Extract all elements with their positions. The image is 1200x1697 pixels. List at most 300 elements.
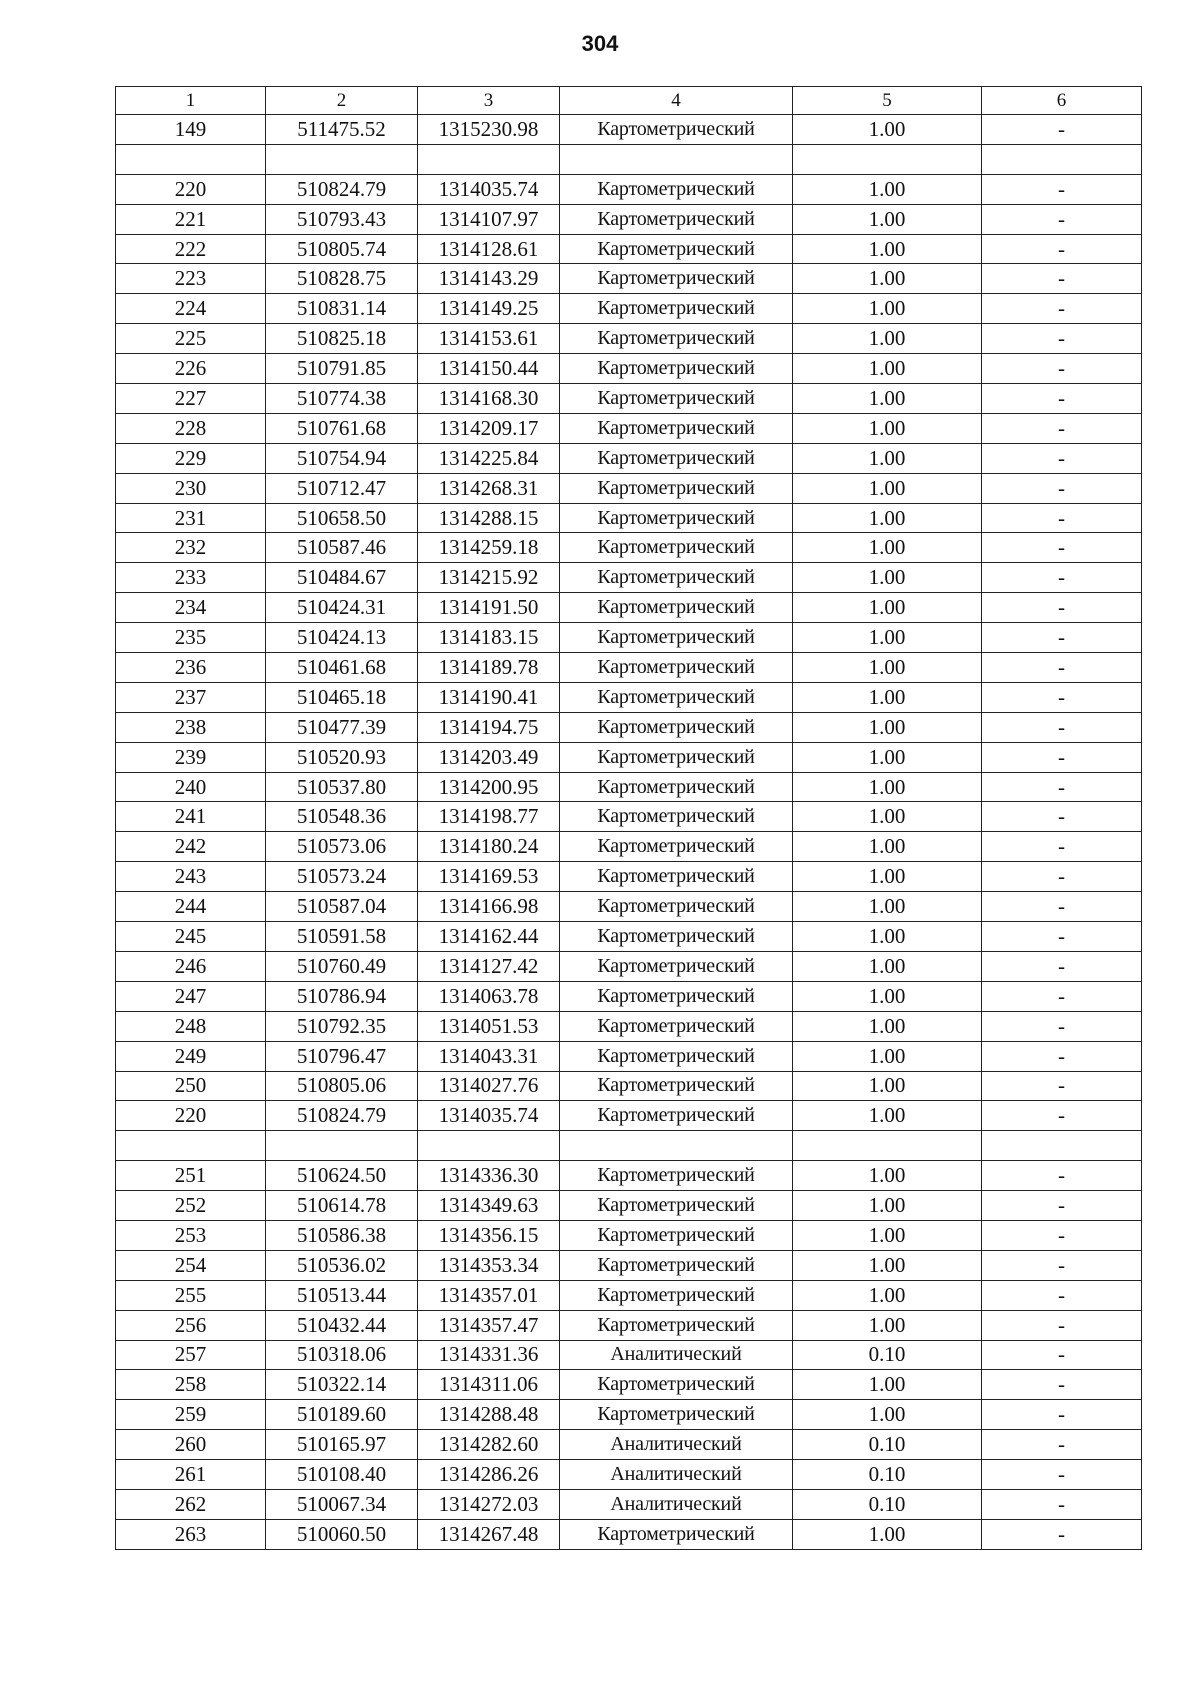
point-number-cell: 228: [116, 413, 266, 443]
point-number-cell: 251: [116, 1161, 266, 1191]
accuracy-cell: 1.00: [793, 682, 982, 712]
y-coordinate-cell: 1314183.15: [418, 623, 560, 653]
point-number-cell: 220: [116, 1101, 266, 1131]
coordinates-table: [115, 86, 1142, 1550]
method-cell: Картометрический: [560, 115, 793, 145]
note-cell: -: [982, 533, 1142, 563]
method-cell: Картометрический: [560, 1370, 793, 1400]
method-cell: [560, 144, 793, 174]
method-cell: Картометрический: [560, 1071, 793, 1101]
table-body: [116, 87, 1142, 1550]
accuracy-cell: 1.00: [793, 922, 982, 952]
accuracy-cell: 1.00: [793, 951, 982, 981]
y-coordinate-cell: 1314357.47: [418, 1310, 560, 1340]
x-coordinate-cell: 510796.47: [266, 1041, 418, 1071]
table-row: [116, 1370, 1142, 1400]
accuracy-cell: 1.00: [793, 1280, 982, 1310]
note-cell: -: [982, 1250, 1142, 1280]
table-row: [116, 1041, 1142, 1071]
x-coordinate-cell: 510712.47: [266, 473, 418, 503]
y-coordinate-cell: 1314311.06: [418, 1370, 560, 1400]
method-cell: Картометрический: [560, 1310, 793, 1340]
method-cell: Картометрический: [560, 1250, 793, 1280]
method-cell: Картометрический: [560, 234, 793, 264]
accuracy-cell: 1.00: [793, 563, 982, 593]
method-cell: Картометрический: [560, 623, 793, 653]
x-coordinate-cell: 510624.50: [266, 1161, 418, 1191]
x-coordinate-cell: 510165.97: [266, 1430, 418, 1460]
accuracy-cell: 1.00: [793, 623, 982, 653]
y-coordinate-cell: 1314166.98: [418, 892, 560, 922]
table-row: [116, 204, 1142, 234]
y-coordinate-cell: 1314143.29: [418, 264, 560, 294]
point-number-cell: 259: [116, 1400, 266, 1430]
note-cell: -: [982, 264, 1142, 294]
method-cell: Картометрический: [560, 802, 793, 832]
accuracy-cell: 1.00: [793, 892, 982, 922]
note-cell: -: [982, 503, 1142, 533]
point-number-cell: 241: [116, 802, 266, 832]
accuracy-cell: 1.00: [793, 533, 982, 563]
method-cell: [560, 1131, 793, 1161]
y-coordinate-cell: 1314267.48: [418, 1519, 560, 1549]
note-cell: -: [982, 563, 1142, 593]
method-cell: Картометрический: [560, 712, 793, 742]
x-coordinate-cell: 510591.58: [266, 922, 418, 952]
y-coordinate-cell: 1314169.53: [418, 862, 560, 892]
method-cell: Картометрический: [560, 1519, 793, 1549]
accuracy-cell: 1.00: [793, 772, 982, 802]
y-coordinate-cell: [418, 144, 560, 174]
table-row: [116, 1011, 1142, 1041]
note-cell: -: [982, 413, 1142, 443]
table-row: [116, 922, 1142, 952]
point-number-cell: 233: [116, 563, 266, 593]
note-cell: -: [982, 1400, 1142, 1430]
note-cell: -: [982, 1310, 1142, 1340]
point-number-cell: 235: [116, 623, 266, 653]
table-row: [116, 653, 1142, 683]
accuracy-cell: [793, 144, 982, 174]
table-row: [116, 892, 1142, 922]
method-cell: Картометрический: [560, 892, 793, 922]
y-coordinate-cell: 1315230.98: [418, 115, 560, 145]
accuracy-cell: 1.00: [793, 1400, 982, 1430]
x-coordinate-cell: 510658.50: [266, 503, 418, 533]
column-header: 5: [793, 87, 982, 115]
note-cell: -: [982, 354, 1142, 384]
x-coordinate-cell: 510537.80: [266, 772, 418, 802]
table-row: [116, 682, 1142, 712]
y-coordinate-cell: 1314043.31: [418, 1041, 560, 1071]
accuracy-cell: 1.00: [793, 1310, 982, 1340]
accuracy-cell: 1.00: [793, 384, 982, 414]
x-coordinate-cell: 510828.75: [266, 264, 418, 294]
point-number-cell: 221: [116, 204, 266, 234]
x-coordinate-cell: 510573.06: [266, 832, 418, 862]
point-number-cell: 258: [116, 1370, 266, 1400]
x-coordinate-cell: 510432.44: [266, 1310, 418, 1340]
point-number-cell: 263: [116, 1519, 266, 1549]
method-cell: Картометрический: [560, 593, 793, 623]
x-coordinate-cell: 510484.67: [266, 563, 418, 593]
point-number-cell: 224: [116, 294, 266, 324]
point-number-cell: 260: [116, 1430, 266, 1460]
note-cell: -: [982, 443, 1142, 473]
x-coordinate-cell: 511475.52: [266, 115, 418, 145]
x-coordinate-cell: 510067.34: [266, 1489, 418, 1519]
x-coordinate-cell: 510793.43: [266, 204, 418, 234]
method-cell: Картометрический: [560, 1041, 793, 1071]
method-cell: Картометрический: [560, 922, 793, 952]
table-row: [116, 1161, 1142, 1191]
table-row: [116, 772, 1142, 802]
accuracy-cell: 0.10: [793, 1489, 982, 1519]
note-cell: -: [982, 712, 1142, 742]
table-row: [116, 1220, 1142, 1250]
accuracy-cell: 1.00: [793, 324, 982, 354]
y-coordinate-cell: 1314153.61: [418, 324, 560, 354]
accuracy-cell: 1.00: [793, 473, 982, 503]
point-number-cell: [116, 1131, 266, 1161]
x-coordinate-cell: 510424.13: [266, 623, 418, 653]
x-coordinate-cell: 510805.06: [266, 1071, 418, 1101]
table-row: [116, 503, 1142, 533]
table-row: [116, 832, 1142, 862]
x-coordinate-cell: 510587.04: [266, 892, 418, 922]
note-cell: -: [982, 1430, 1142, 1460]
note-cell: -: [982, 892, 1142, 922]
accuracy-cell: 1.00: [793, 1041, 982, 1071]
table-row: [116, 981, 1142, 1011]
note-cell: -: [982, 1370, 1142, 1400]
accuracy-cell: 1.00: [793, 204, 982, 234]
y-coordinate-cell: 1314191.50: [418, 593, 560, 623]
y-coordinate-cell: 1314203.49: [418, 742, 560, 772]
table-row: [116, 712, 1142, 742]
y-coordinate-cell: 1314190.41: [418, 682, 560, 712]
method-cell: Картометрический: [560, 443, 793, 473]
note-cell: -: [982, 802, 1142, 832]
column-header: 3: [418, 87, 560, 115]
method-cell: Аналитический: [560, 1430, 793, 1460]
x-coordinate-cell: 510587.46: [266, 533, 418, 563]
x-coordinate-cell: 510060.50: [266, 1519, 418, 1549]
y-coordinate-cell: 1314180.24: [418, 832, 560, 862]
method-cell: Картометрический: [560, 682, 793, 712]
note-cell: -: [982, 204, 1142, 234]
note-cell: -: [982, 922, 1142, 952]
y-coordinate-cell: 1314051.53: [418, 1011, 560, 1041]
y-coordinate-cell: 1314128.61: [418, 234, 560, 264]
y-coordinate-cell: 1314215.92: [418, 563, 560, 593]
y-coordinate-cell: 1314357.01: [418, 1280, 560, 1310]
table-row: [116, 1250, 1142, 1280]
note-cell: -: [982, 981, 1142, 1011]
y-coordinate-cell: [418, 1131, 560, 1161]
table-row: [116, 1489, 1142, 1519]
y-coordinate-cell: 1314268.31: [418, 473, 560, 503]
accuracy-cell: 0.10: [793, 1430, 982, 1460]
table-header-row: [116, 87, 1142, 115]
y-coordinate-cell: 1314349.63: [418, 1191, 560, 1221]
accuracy-cell: 1.00: [793, 1220, 982, 1250]
column-header: 1: [116, 87, 266, 115]
accuracy-cell: [793, 1131, 982, 1161]
table-row: [116, 264, 1142, 294]
x-coordinate-cell: 510461.68: [266, 653, 418, 683]
table-row: [116, 1101, 1142, 1131]
y-coordinate-cell: 1314063.78: [418, 981, 560, 1011]
note-cell: -: [982, 742, 1142, 772]
point-number-cell: 239: [116, 742, 266, 772]
table-row: [116, 115, 1142, 145]
column-header: 4: [560, 87, 793, 115]
accuracy-cell: 1.00: [793, 1519, 982, 1549]
note-cell: -: [982, 772, 1142, 802]
table-row: [116, 324, 1142, 354]
accuracy-cell: 1.00: [793, 354, 982, 384]
point-number-cell: 236: [116, 653, 266, 683]
point-number-cell: 243: [116, 862, 266, 892]
method-cell: Картометрический: [560, 324, 793, 354]
note-cell: [982, 1131, 1142, 1161]
x-coordinate-cell: 510791.85: [266, 354, 418, 384]
note-cell: -: [982, 1340, 1142, 1370]
point-number-cell: 149: [116, 115, 266, 145]
table-row: [116, 1191, 1142, 1221]
method-cell: Картометрический: [560, 294, 793, 324]
x-coordinate-cell: [266, 144, 418, 174]
x-coordinate-cell: 510786.94: [266, 981, 418, 1011]
table-row: [116, 443, 1142, 473]
y-coordinate-cell: 1314336.30: [418, 1161, 560, 1191]
point-number-cell: 255: [116, 1280, 266, 1310]
table-row: [116, 1460, 1142, 1490]
method-cell: Картометрический: [560, 1191, 793, 1221]
x-coordinate-cell: 510774.38: [266, 384, 418, 414]
y-coordinate-cell: 1314168.30: [418, 384, 560, 414]
x-coordinate-cell: 510586.38: [266, 1220, 418, 1250]
note-cell: -: [982, 324, 1142, 354]
y-coordinate-cell: 1314272.03: [418, 1489, 560, 1519]
note-cell: -: [982, 1041, 1142, 1071]
table-row: [116, 234, 1142, 264]
method-cell: Картометрический: [560, 204, 793, 234]
note-cell: -: [982, 653, 1142, 683]
table-row: [116, 1280, 1142, 1310]
point-number-cell: 230: [116, 473, 266, 503]
method-cell: Картометрический: [560, 742, 793, 772]
x-coordinate-cell: 510477.39: [266, 712, 418, 742]
accuracy-cell: 1.00: [793, 443, 982, 473]
table-row: [116, 563, 1142, 593]
table-row: [116, 473, 1142, 503]
x-coordinate-cell: 510536.02: [266, 1250, 418, 1280]
x-coordinate-cell: 510548.36: [266, 802, 418, 832]
y-coordinate-cell: 1314209.17: [418, 413, 560, 443]
point-number-cell: 220: [116, 174, 266, 204]
method-cell: Картометрический: [560, 832, 793, 862]
method-cell: Картометрический: [560, 563, 793, 593]
x-coordinate-cell: 510573.24: [266, 862, 418, 892]
method-cell: Картометрический: [560, 951, 793, 981]
method-cell: Картометрический: [560, 413, 793, 443]
column-header: 6: [982, 87, 1142, 115]
y-coordinate-cell: 1314259.18: [418, 533, 560, 563]
method-cell: Картометрический: [560, 384, 793, 414]
method-cell: Картометрический: [560, 1101, 793, 1131]
note-cell: -: [982, 294, 1142, 324]
y-coordinate-cell: 1314162.44: [418, 922, 560, 952]
x-coordinate-cell: 510318.06: [266, 1340, 418, 1370]
x-coordinate-cell: 510614.78: [266, 1191, 418, 1221]
table-row: [116, 533, 1142, 563]
table-row: [116, 174, 1142, 204]
y-coordinate-cell: 1314288.15: [418, 503, 560, 533]
y-coordinate-cell: 1314194.75: [418, 712, 560, 742]
point-number-cell: 223: [116, 264, 266, 294]
y-coordinate-cell: 1314107.97: [418, 204, 560, 234]
y-coordinate-cell: 1314035.74: [418, 1101, 560, 1131]
point-number-cell: 252: [116, 1191, 266, 1221]
accuracy-cell: 1.00: [793, 862, 982, 892]
method-cell: Картометрический: [560, 533, 793, 563]
table-row: [116, 1071, 1142, 1101]
method-cell: Картометрический: [560, 653, 793, 683]
note-cell: -: [982, 473, 1142, 503]
point-number-cell: 240: [116, 772, 266, 802]
x-coordinate-cell: 510322.14: [266, 1370, 418, 1400]
y-coordinate-cell: 1314286.26: [418, 1460, 560, 1490]
accuracy-cell: 1.00: [793, 802, 982, 832]
accuracy-cell: 1.00: [793, 1250, 982, 1280]
x-coordinate-cell: 510792.35: [266, 1011, 418, 1041]
point-number-cell: 245: [116, 922, 266, 952]
accuracy-cell: 1.00: [793, 264, 982, 294]
note-cell: -: [982, 623, 1142, 653]
point-number-cell: 231: [116, 503, 266, 533]
note-cell: -: [982, 1519, 1142, 1549]
accuracy-cell: 1.00: [793, 115, 982, 145]
y-coordinate-cell: 1314189.78: [418, 653, 560, 683]
x-coordinate-cell: 510831.14: [266, 294, 418, 324]
x-coordinate-cell: 510754.94: [266, 443, 418, 473]
note-cell: -: [982, 1011, 1142, 1041]
y-coordinate-cell: 1314200.95: [418, 772, 560, 802]
note-cell: -: [982, 115, 1142, 145]
x-coordinate-cell: 510824.79: [266, 174, 418, 204]
x-coordinate-cell: 510825.18: [266, 324, 418, 354]
accuracy-cell: 0.10: [793, 1460, 982, 1490]
table-row: [116, 951, 1142, 981]
point-number-cell: 262: [116, 1489, 266, 1519]
accuracy-cell: 1.00: [793, 503, 982, 533]
note-cell: -: [982, 1071, 1142, 1101]
table-row: [116, 354, 1142, 384]
note-cell: -: [982, 832, 1142, 862]
y-coordinate-cell: 1314356.15: [418, 1220, 560, 1250]
x-coordinate-cell: [266, 1131, 418, 1161]
y-coordinate-cell: 1314282.60: [418, 1430, 560, 1460]
table-row: [116, 413, 1142, 443]
method-cell: Аналитический: [560, 1340, 793, 1370]
note-cell: -: [982, 951, 1142, 981]
y-coordinate-cell: 1314035.74: [418, 174, 560, 204]
table-row: [116, 1340, 1142, 1370]
point-number-cell: 248: [116, 1011, 266, 1041]
y-coordinate-cell: 1314288.48: [418, 1400, 560, 1430]
x-coordinate-cell: 510108.40: [266, 1460, 418, 1490]
note-cell: -: [982, 1280, 1142, 1310]
accuracy-cell: 1.00: [793, 981, 982, 1011]
point-number-cell: 257: [116, 1340, 266, 1370]
point-number-cell: 261: [116, 1460, 266, 1490]
point-number-cell: 256: [116, 1310, 266, 1340]
table-row: [116, 1519, 1142, 1549]
accuracy-cell: 1.00: [793, 593, 982, 623]
point-number-cell: 242: [116, 832, 266, 862]
y-coordinate-cell: 1314027.76: [418, 1071, 560, 1101]
x-coordinate-cell: 510805.74: [266, 234, 418, 264]
point-number-cell: 222: [116, 234, 266, 264]
note-cell: -: [982, 1191, 1142, 1221]
accuracy-cell: 0.10: [793, 1340, 982, 1370]
note-cell: -: [982, 1161, 1142, 1191]
table-row: [116, 144, 1142, 174]
note-cell: -: [982, 174, 1142, 204]
note-cell: -: [982, 1101, 1142, 1131]
method-cell: Картометрический: [560, 174, 793, 204]
accuracy-cell: 1.00: [793, 1370, 982, 1400]
y-coordinate-cell: 1314353.34: [418, 1250, 560, 1280]
point-number-cell: 227: [116, 384, 266, 414]
accuracy-cell: 1.00: [793, 832, 982, 862]
table-row: [116, 623, 1142, 653]
note-cell: -: [982, 593, 1142, 623]
table-row: [116, 1430, 1142, 1460]
x-coordinate-cell: 510760.49: [266, 951, 418, 981]
note-cell: -: [982, 682, 1142, 712]
accuracy-cell: 1.00: [793, 174, 982, 204]
point-number-cell: 234: [116, 593, 266, 623]
table-row: [116, 593, 1142, 623]
method-cell: Аналитический: [560, 1460, 793, 1490]
x-coordinate-cell: 510513.44: [266, 1280, 418, 1310]
point-number-cell: 250: [116, 1071, 266, 1101]
method-cell: Картометрический: [560, 354, 793, 384]
x-coordinate-cell: 510424.31: [266, 593, 418, 623]
point-number-cell: 254: [116, 1250, 266, 1280]
method-cell: Картометрический: [560, 264, 793, 294]
accuracy-cell: 1.00: [793, 413, 982, 443]
table-row: [116, 1131, 1142, 1161]
accuracy-cell: 1.00: [793, 1161, 982, 1191]
x-coordinate-cell: 510465.18: [266, 682, 418, 712]
table-row: [116, 802, 1142, 832]
x-coordinate-cell: 510761.68: [266, 413, 418, 443]
table-row: [116, 862, 1142, 892]
note-cell: -: [982, 1489, 1142, 1519]
point-number-cell: 247: [116, 981, 266, 1011]
x-coordinate-cell: 510824.79: [266, 1101, 418, 1131]
point-number-cell: 229: [116, 443, 266, 473]
page-number: 304: [581, 31, 619, 56]
note-cell: -: [982, 384, 1142, 414]
note-cell: -: [982, 234, 1142, 264]
table-row: [116, 742, 1142, 772]
point-number-cell: [116, 144, 266, 174]
